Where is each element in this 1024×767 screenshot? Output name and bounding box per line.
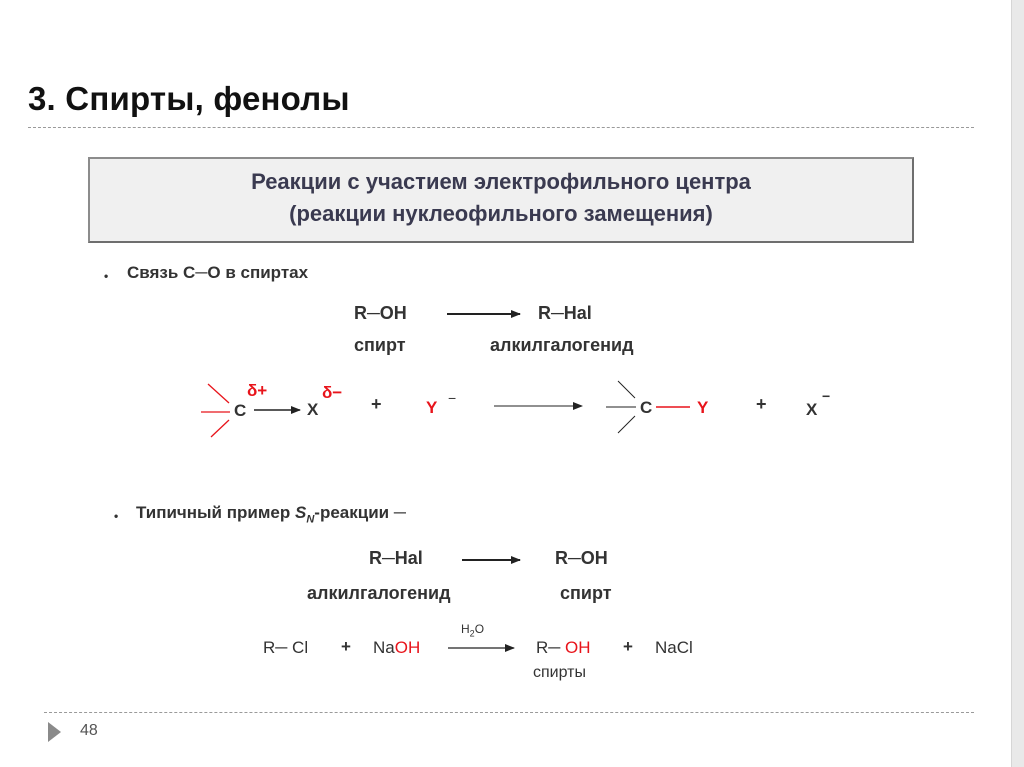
section2-reactant: R─Hal (369, 548, 423, 568)
section2-heading-prefix: Типичный пример (136, 503, 295, 522)
section1-heading: Связь С─О в спиртах (127, 263, 309, 282)
section2-heading-s: S (294, 503, 307, 522)
page-number: 48 (80, 722, 98, 739)
delta-plus: δ+ (247, 381, 268, 400)
example-plus-2: + (623, 637, 633, 656)
nucleophile-charge: − (448, 390, 457, 406)
section1-reactant: R─OH (354, 303, 407, 323)
slide-title: 3. Спирты, фенолы (28, 80, 350, 117)
section1-product-name: алкилгалогенид (490, 335, 634, 355)
example-product-name: спирты (533, 664, 586, 681)
nucleophile-y: Y (426, 398, 438, 417)
example-r: R─ (536, 638, 566, 657)
plus-sign-1: + (371, 394, 382, 414)
section2-reactant-name: алкилгалогенид (307, 583, 451, 603)
bond-lower (211, 420, 229, 437)
plus-sign-2: + (756, 394, 767, 414)
product-bond-lower (618, 416, 635, 433)
delta-minus: δ− (322, 383, 343, 402)
bullet-1: • (104, 269, 109, 283)
example-nacl: NaCl (655, 638, 693, 657)
leaving-ion-charge: − (822, 388, 831, 404)
condition-o: O (474, 622, 485, 636)
section1-reactant-name: спирт (354, 335, 406, 355)
topic-line-1: Реакции с участием электрофильного центра (251, 169, 751, 194)
topic-line-2: (реакции нуклеофильного замещения) (289, 201, 713, 226)
example-plus-1: + (341, 637, 351, 656)
bullet-2: • (114, 509, 119, 523)
leaving-ion-x: X (806, 400, 818, 419)
condition-h: H (461, 622, 470, 636)
section1-product: R─Hal (538, 303, 592, 323)
example-rcl: R─ Cl (263, 638, 309, 657)
section2-product-name: спирт (560, 583, 612, 603)
footer-divider (44, 712, 974, 713)
section2-heading-n: N (306, 513, 315, 526)
example-oh: OH (394, 638, 421, 657)
section2-heading-suffix: -реакции ─ (314, 503, 406, 522)
bond-upper (208, 384, 229, 403)
product-carbon: C (640, 398, 653, 417)
product-bond-upper (618, 381, 635, 398)
leaving-group-x: X (307, 400, 319, 419)
section2-product: R─OH (555, 548, 608, 568)
play-triangle-icon (48, 722, 61, 742)
carbon-atom: C (234, 401, 247, 420)
condition-sub: 2 (469, 628, 475, 639)
example-na: Na (373, 638, 395, 657)
product-y: Y (697, 398, 709, 417)
example-oh-product: OH (565, 638, 591, 657)
